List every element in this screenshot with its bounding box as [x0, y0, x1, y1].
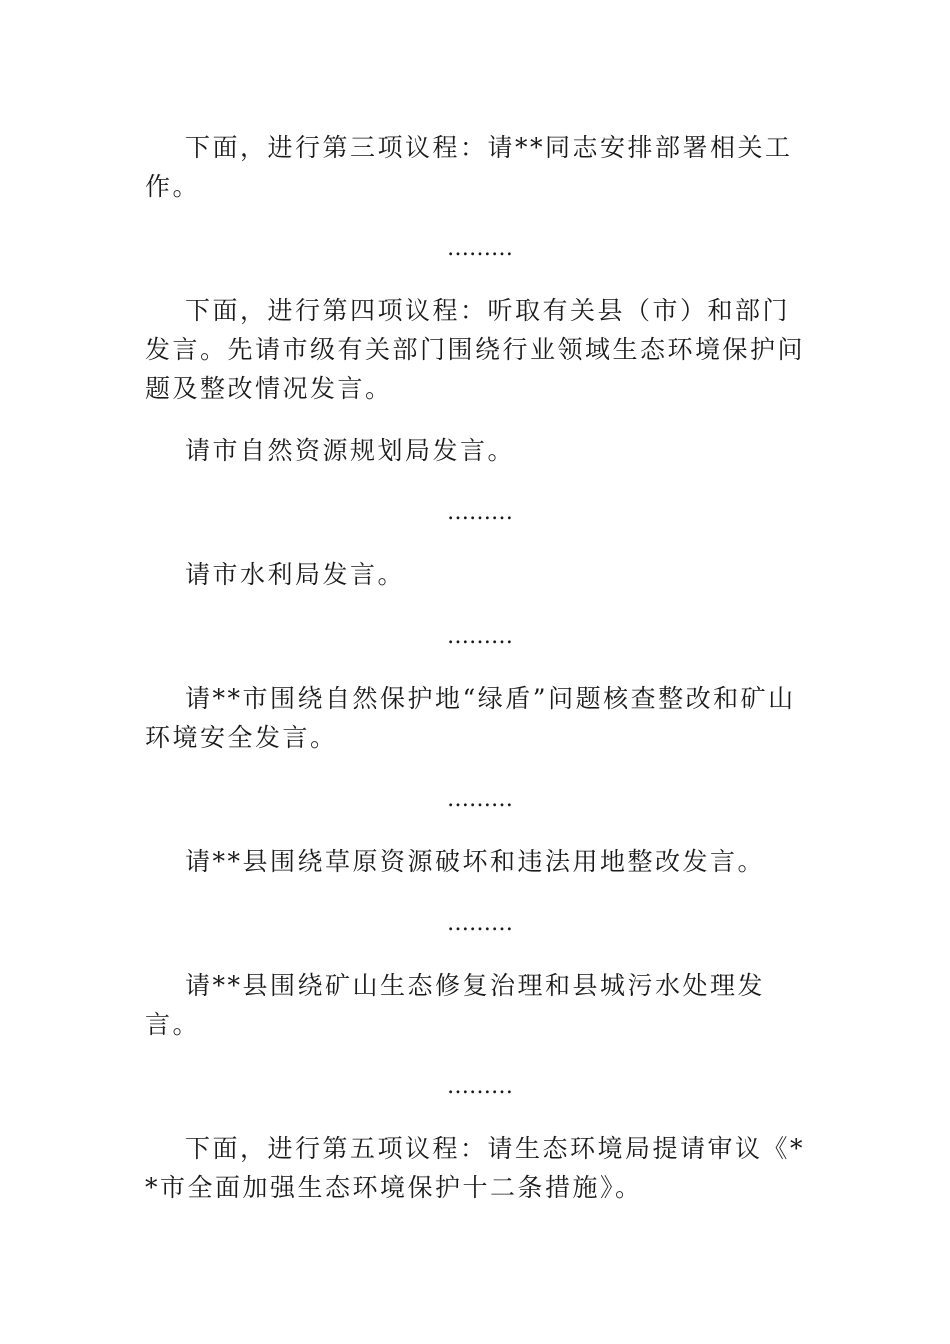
agenda-item-4: 下面，进行第四项议程：听取有关县（市）和部门发言。先请市级有关部门围绕行业领域生态环境保护问题及整改情况发言。 [145, 296, 806, 403]
speech-natural-resources-bureau: 请市自然资源规划局发言。 [185, 436, 516, 465]
ellipsis-separator: ……… [447, 624, 513, 649]
ellipsis-separator: ……… [447, 236, 513, 261]
ellipsis-separator: ……… [447, 500, 513, 525]
agenda-item-5: 下面，进行第五项议程：请生态环境局提请审议《**市全面加强生态环境保护十二条措施》。 [145, 1134, 806, 1202]
agenda-item-3: 下面，进行第三项议程：请**同志安排部署相关工作。 [145, 133, 793, 201]
speech-water-resources-bureau: 请市水利局发言。 [185, 560, 406, 589]
speech-city-green-shield: 请**市围绕自然保护地“绿盾”问题核查整改和矿山环境安全发言。 [145, 684, 796, 752]
ellipsis-separator: ……… [447, 911, 513, 936]
ellipsis-separator: ……… [447, 1074, 513, 1099]
ellipsis-separator: ……… [447, 787, 513, 812]
document-body [145, 128, 815, 1207]
speech-county-mine-restoration: 请**县围绕矿山生态修复治理和县城污水处理发言。 [145, 971, 766, 1039]
speech-county-grassland: 请**县围绕草原资源破坏和违法用地整改发言。 [185, 847, 766, 876]
